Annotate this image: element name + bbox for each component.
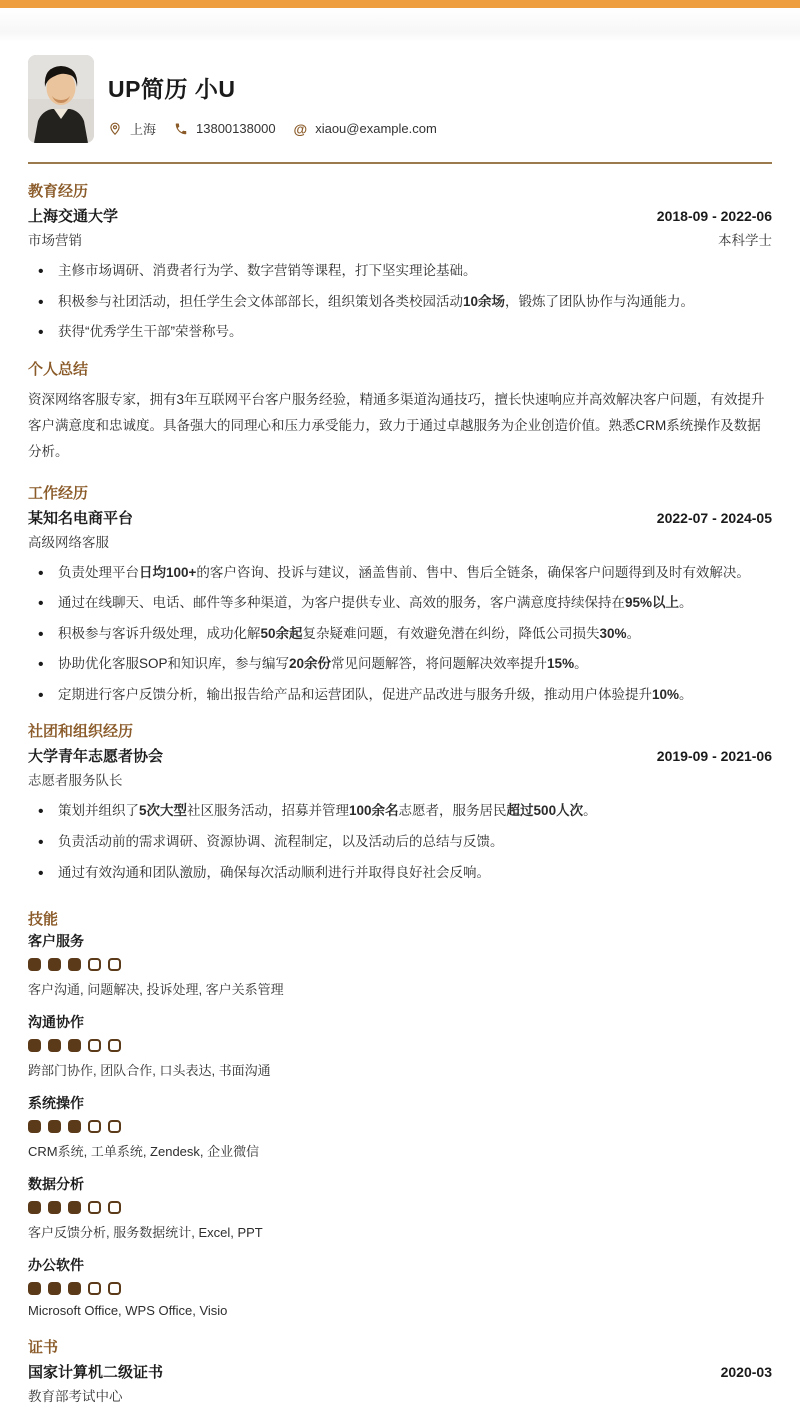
phone-text: 13800138000 — [196, 121, 276, 136]
bullet-text: 超过500人次 — [506, 803, 584, 819]
rating-dot — [28, 1039, 41, 1052]
bullet-text: 20余份 — [289, 656, 332, 672]
bullet-text: 。 — [679, 595, 693, 611]
skill-name: 办公软件 — [28, 1257, 84, 1274]
bullet-text: 50余起 — [260, 625, 303, 641]
bullet-text: 社区服务活动，招募并管理 — [187, 803, 350, 819]
bullet-item — [28, 322, 772, 342]
rating-dot — [48, 1039, 61, 1052]
education-major: 市场营销 — [28, 233, 82, 248]
rating-dot — [88, 1039, 101, 1052]
bullet-text: 。 — [679, 686, 693, 702]
organization-role: 志愿者服务队长 — [28, 773, 123, 789]
bullet-text: 负责活动前的需求调研、资源协调、流程制定，以及活动后的总结与反馈。 — [58, 834, 504, 849]
bullet-text: 通过在线聊天、电话、邮件等多种渠道，为客户提供专业、高效的服务，客户满意度持续保持在 — [58, 595, 625, 611]
bullet-text: 策划并组织了 — [58, 803, 139, 819]
organization-name: 大学青年志愿者协会 — [28, 748, 164, 766]
skill-rating — [28, 958, 772, 971]
organization-date: 2019-09 - 2021-06 — [656, 748, 772, 765]
rating-dot — [108, 1039, 121, 1052]
rating-dot — [88, 1120, 101, 1133]
work-company: 某知名电商平台 — [28, 509, 134, 527]
resume-page — [0, 55, 800, 1405]
skill-name: 沟通协作 — [28, 1014, 84, 1031]
rating-dot — [88, 958, 101, 971]
bullet-text: 协助优化客服SOP和知识库，参与编写 — [58, 656, 290, 672]
education-bullets — [28, 261, 772, 342]
bullet-text: 30% — [599, 625, 627, 641]
bullet-text: 通过有效沟通和团队激励，确保每次活动顺利进行并取得良好社会反响。 — [58, 864, 490, 880]
skill-name: 数据分析 — [28, 1176, 84, 1193]
skill-name: 系统操作 — [28, 1095, 84, 1112]
bullet-text: 。 — [626, 625, 641, 641]
bullet-item — [28, 593, 772, 613]
bullet-text: 。 — [574, 656, 588, 672]
bullet-text: 10% — [652, 686, 680, 702]
rating-dot — [108, 958, 121, 971]
skill-rating — [28, 1201, 772, 1214]
skill-item — [28, 1012, 772, 1079]
phone-icon — [174, 122, 188, 136]
certificate-date: 2020-03 — [720, 1364, 772, 1381]
header-info — [108, 55, 447, 138]
bullet-text: 主修市场调研、消费者行为学、数字营销等课程，打下坚实理论基础。 — [58, 263, 477, 278]
rating-dot — [68, 1282, 81, 1295]
section-title-work: 工作经历 — [28, 484, 89, 502]
work-date: 2022-07 - 2024-05 — [656, 509, 772, 526]
bullet-text: 积极参与客诉升级处理，成功化解 — [58, 625, 261, 641]
resume-header — [28, 55, 772, 143]
skill-detail: 客户沟通, 问题解决, 投诉处理, 客户关系管理 — [28, 982, 284, 998]
person-name: UP简历 小U — [108, 76, 236, 102]
certificate-issuer: 教育部考试中心 — [28, 1389, 123, 1405]
section-title-education: 教育经历 — [28, 183, 89, 200]
bullet-item — [28, 863, 772, 883]
bullet-text: 积极参与社团活动，担任学生会文体部部长，组织策划各类校园活动 — [58, 293, 463, 309]
skill-name: 客户服务 — [28, 933, 84, 950]
skill-detail: 客户反馈分析, 服务数据统计, Excel, PPT — [28, 1225, 263, 1241]
section-work — [28, 482, 772, 705]
bullet-text: 定期进行客户反馈分析，输出报告给产品和运营团队，促进产品改进与服务升级，推动用户体验提升 — [58, 686, 652, 702]
bullet-text: 复杂疑难问题，有效避免潜在纠纷，降低公司损失 — [302, 625, 600, 641]
profile-photo-illustration — [28, 55, 94, 143]
rating-dot — [28, 958, 41, 971]
rating-dot — [108, 1201, 121, 1214]
bullet-text: 日均100+ — [139, 564, 197, 580]
skill-detail: 跨部门协作, 团队合作, 口头表达, 书面沟通 — [28, 1063, 271, 1079]
skill-item — [28, 1093, 772, 1160]
bullet-item — [28, 563, 772, 583]
bullet-item — [28, 292, 772, 312]
bullet-text: 的客户咨询、投诉与建议，涵盖售前、售中、售后全链条，确保客户问题得到及时有效解决。 — [196, 564, 750, 580]
bullet-text: 5次大型 — [139, 803, 188, 819]
email-text: xiaou@example.com — [315, 121, 437, 136]
skill-item — [28, 1255, 772, 1318]
skill-item — [28, 931, 772, 998]
at-sign-icon: @ — [293, 120, 308, 137]
section-certificates — [28, 1336, 772, 1405]
rating-dot — [28, 1120, 41, 1133]
bullet-text: 95%以上 — [625, 595, 680, 611]
rating-dot — [68, 958, 81, 971]
header-divider — [28, 162, 772, 164]
section-organizations — [28, 720, 772, 882]
section-skills — [28, 908, 772, 1318]
education-degree: 本科学士 — [718, 233, 772, 248]
top-accent-bar — [0, 0, 800, 8]
map-pin-icon — [108, 122, 122, 136]
bullet-item — [28, 801, 772, 821]
bullet-text: 获得“优秀学生干部”荣誉称号。 — [58, 324, 243, 340]
rating-dot — [88, 1282, 101, 1295]
skill-detail: CRM系统, 工单系统, Zendesk, 企业微信 — [28, 1144, 260, 1160]
skills-list — [28, 931, 772, 1318]
education-date: 2018-09 - 2022-06 — [656, 208, 772, 224]
bullet-text: 负责处理平台 — [58, 564, 139, 580]
bullet-item — [28, 685, 772, 705]
rating-dot — [68, 1039, 81, 1052]
section-title-organizations: 社团和组织经历 — [28, 723, 134, 741]
work-bullets — [28, 563, 772, 705]
bullet-text: 常见问题解答，将问题解决效率提升 — [331, 656, 548, 672]
bullet-text: 10余场 — [463, 293, 506, 309]
rating-dot — [48, 1120, 61, 1133]
bullet-text: 志愿者，服务居民 — [398, 803, 507, 819]
skill-rating — [28, 1039, 772, 1052]
rating-dot — [28, 1282, 41, 1295]
bullet-item — [28, 654, 772, 674]
bullet-text: 100余名 — [349, 803, 399, 819]
rating-dot — [48, 1201, 61, 1214]
section-education — [28, 180, 772, 342]
skill-rating — [28, 1282, 772, 1295]
location-text: 上海 — [130, 122, 157, 137]
organization-bullets — [28, 801, 772, 882]
rating-dot — [68, 1120, 81, 1133]
skill-item — [28, 1174, 772, 1241]
profile-photo — [28, 55, 94, 143]
rating-dot — [48, 958, 61, 971]
rating-dot — [68, 1201, 81, 1214]
skill-detail: Microsoft Office, WPS Office, Visio — [28, 1303, 228, 1319]
certificate-name: 国家计算机二级证书 — [28, 1364, 164, 1382]
education-school: 上海交通大学 — [28, 208, 119, 225]
rating-dot — [108, 1282, 121, 1295]
rating-dot — [108, 1120, 121, 1133]
summary-text: 资深网络客服专家，拥有3年互联网平台客户服务经验，精通多渠道沟通技巧，擅长快速响应并高效解决客户问题，有效提升客户满意度和忠诚度。具备强大的同理心和压力承受能力，致力于通过卓越服务为企业创造价值。熟悉CRM系统操作及数据分析。 — [28, 391, 765, 460]
contact-row — [108, 119, 447, 138]
bullet-text: 。 — [583, 803, 597, 819]
rating-dot — [48, 1282, 61, 1295]
section-title-summary: 个人总结 — [28, 360, 89, 378]
skill-rating — [28, 1120, 772, 1133]
bullet-text: ，锻炼了团队协作与沟通能力。 — [505, 293, 695, 309]
section-title-certificates: 证书 — [28, 1339, 59, 1357]
bullet-item — [28, 832, 772, 852]
bullet-item — [28, 261, 772, 281]
bullet-text: 15% — [547, 656, 575, 672]
section-title-skills: 技能 — [28, 911, 59, 929]
rating-dot — [28, 1201, 41, 1214]
top-shade-gradient — [0, 8, 800, 42]
work-role: 高级网络客服 — [28, 534, 109, 550]
section-summary — [28, 358, 772, 466]
rating-dot — [88, 1201, 101, 1214]
bullet-item — [28, 624, 772, 644]
